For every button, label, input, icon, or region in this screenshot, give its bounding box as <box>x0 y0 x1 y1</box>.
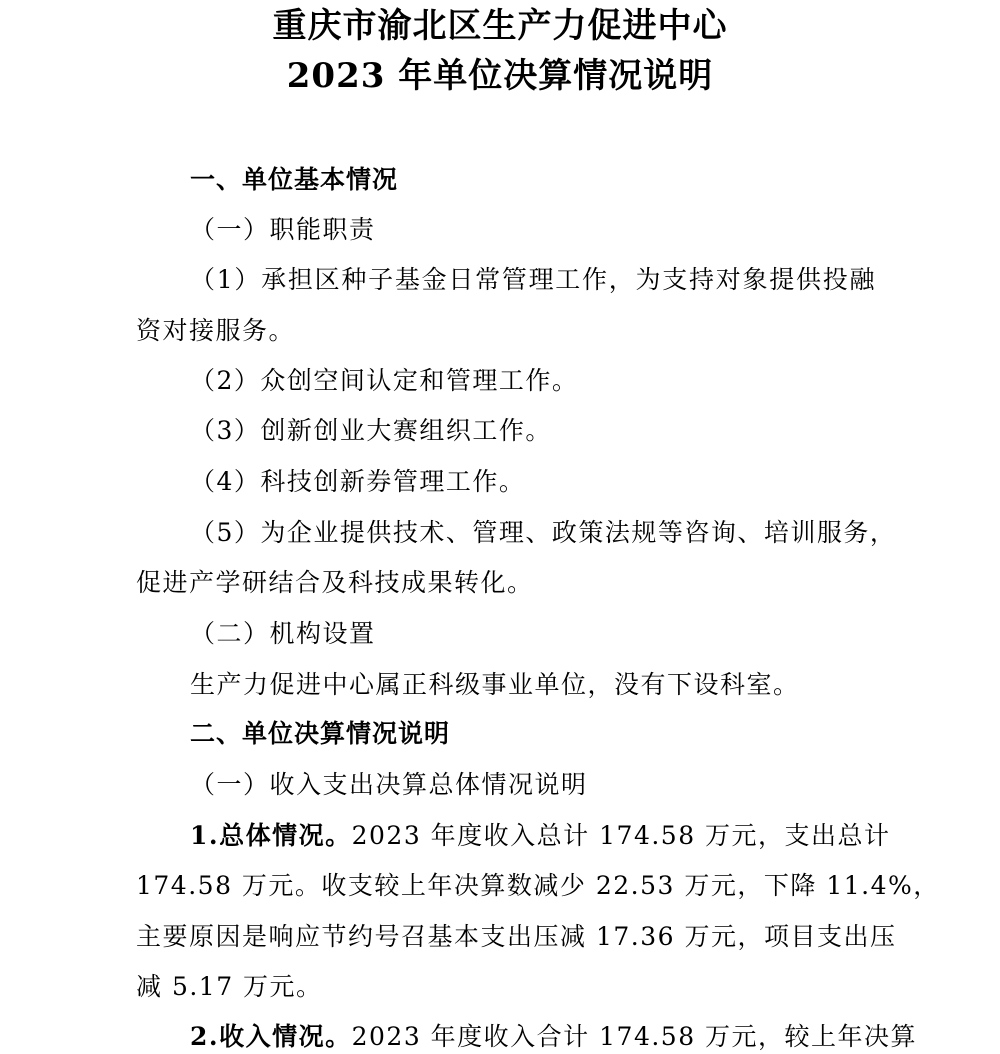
document-title-line2: 2023 年单位决算情况说明 <box>286 56 714 96</box>
section1-heading: 一、单位基本情况 <box>190 165 399 194</box>
para-overall-line4: 减 5.17 万元。 <box>136 972 323 1001</box>
para-income-line1-text: 2023 年度收入合计 174.58 万元，较上年决算 <box>351 1022 918 1051</box>
section2-heading: 二、单位决算情况说明 <box>190 719 451 748</box>
para-income-lead: 2.收入情况。 <box>190 1022 352 1051</box>
para-overall-lead: 1.总体情况。 <box>190 821 352 850</box>
duty-item-4: （4）科技创新券管理工作。 <box>190 467 526 496</box>
section1-subheading-duties: （一）职能职责 <box>190 215 376 244</box>
para-overall-line2: 174.58 万元。收支较上年决算数减少 22.53 万元，下降 11.4%， <box>136 871 940 900</box>
section2-subheading-overview: （一）收入支出决算总体情况说明 <box>190 770 588 799</box>
duty-item-2: （2）众创空间认定和管理工作。 <box>190 366 579 395</box>
para-overall-line1-text: 2023 年度收入总计 174.58 万元，支出总计 <box>351 821 891 850</box>
duty-item-1-line1: （1）承担区种子基金日常管理工作，为支持对象提供投融 <box>190 265 876 294</box>
section1-subheading-org: （二）机构设置 <box>190 619 376 648</box>
duty-item-1-line2: 资对接服务。 <box>136 316 296 345</box>
duty-item-5-line1: （5）为企业提供技术、管理、政策法规等咨询、培训服务， <box>190 518 897 547</box>
org-description: 生产力促进中心属正科级事业单位，没有下设科室。 <box>190 670 800 699</box>
duty-item-5-line2: 促进产学研结合及科技成果转化。 <box>136 568 534 597</box>
para-income-line1 <box>190 1020 918 1054</box>
para-overall-line3: 主要原因是响应节约号召基本支出压减 17.36 万元，项目支出压 <box>136 922 897 951</box>
duty-item-3: （3）创新创业大赛组织工作。 <box>190 416 552 445</box>
document-title-line1: 重庆市渝北区生产力促进中心 <box>272 6 728 46</box>
para-overall-line1 <box>190 819 891 853</box>
